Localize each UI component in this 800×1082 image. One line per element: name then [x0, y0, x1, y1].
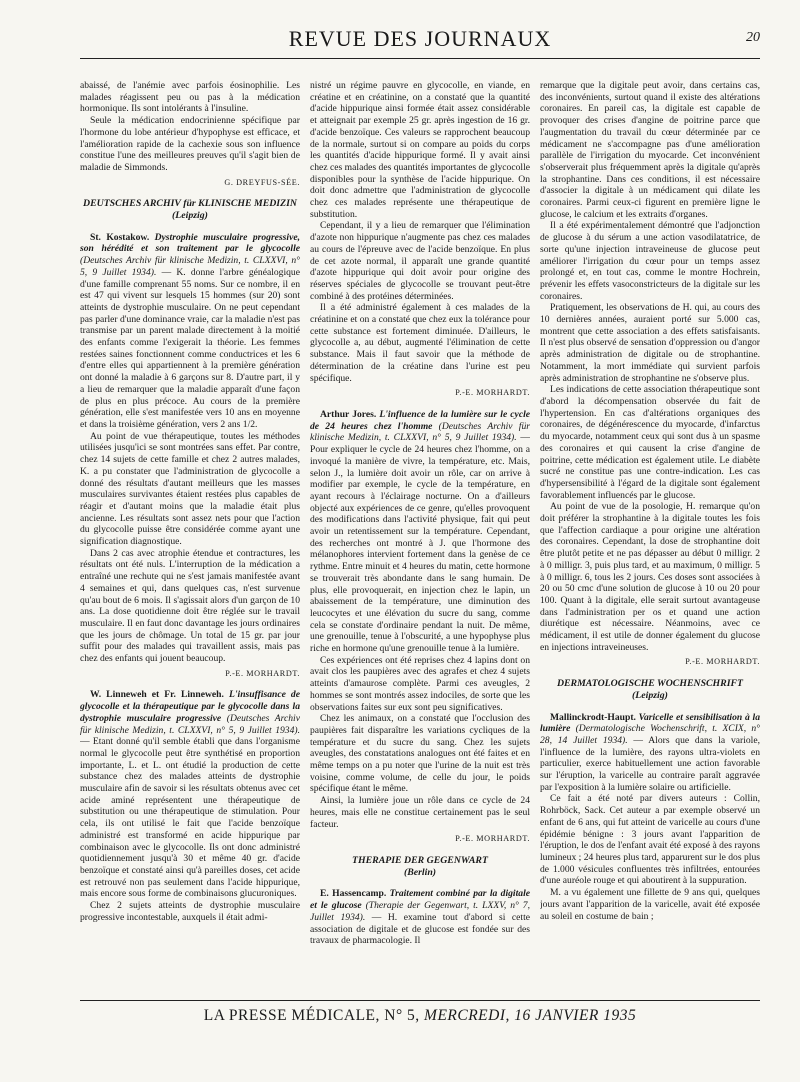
article-body: — Alors que dans la variole, l'influence de la lumière, des rayons ultra-violets en particulier, exerce habituellement une action favorable sur l'éruption, la varicelle au contraire paraît aggravée par l'exposition à la lumière solaire ou artificielle.: [540, 734, 760, 793]
paragraph: Chez les animaux, on a constaté que l'occlusion des paupières fait disparaître les variations cycliques de la température et du sucre du sang. Chez les sujets aveugles, des constatations analogues ont été faites et en même temps on a pu noter que l'urine de la nuit est très voisine, comme volume, de celle du jour, le poids spécifique étant le même.: [310, 713, 530, 795]
article: [310, 409, 530, 845]
footer-journal: LA PRESSE MÉDICALE,: [203, 1007, 380, 1024]
article-reference: (Dermatologische Wochenschrift, t. XCIX, n° 28, 14 Juillet 1934).: [540, 723, 760, 746]
paragraph: nistré un régime pauvre en glycocolle, en viande, en créatine et en créatinine, on a constaté que la quantité d'acide hippurique ainsi formée était assez considérable et atteignait par exemple 25 gr. après ingestion de 16 gr. d'acide benzoïque. Ces valeurs se rapprochent beaucoup de la normale, surtout si on compare au poids du corps les quantités d'acide hippurique formé. Il y avait ainsi chez ces malades des quantités importantes de glycocolle disponibles pour la synthèse de l'acide hippurique. On doit donc admettre que l'administration de glycocolle chez ces malades représente une thérapeutique de substitution.: [310, 80, 530, 220]
article-title: Traitement combiné par la digitale et le glucose: [310, 888, 530, 912]
paragraph: Il a été administré également à ces malades de la créatinine et on a constaté que chez eux la tolérance pour cette substance est fortement diminuée. D'ailleurs, le glycocolle a, au début, augmenté l'élimination de cette substance. Mais il faut savoir que la méthode de détermination de la créatine dans l'urine est peu spécifique.: [310, 302, 530, 384]
article-reference: (Deutsches Archiv für klinische Medizin, t. CLXXVI, n° 5, 9 Juillet 1934).: [80, 255, 300, 278]
section-journal-name: DERMATOLOGISCHE WOCHENSCHRIFT: [556, 678, 744, 690]
article: [80, 689, 300, 923]
column-1: [80, 80, 300, 988]
columns: [80, 80, 760, 988]
article-reference: (Deutsches Archiv für klinische Medizin, t. CLXXVI, n° 5, 9 Juillet 1934).: [80, 712, 300, 736]
paragraph: Il a été expérimentalement démontré que l'adjonction de glucose à du sérum a une action vasodilatatrice, de sorte qu'une injection intraveineuse de glucose peut améliorer l'irrigation du cœur pour un temps assez prolongé et, en tout cas, comme le montre Hochrein, prévenir les effets vasoconstricteurs de la digitale sur les coronaires.: [540, 220, 760, 302]
paragraph: Chez 2 sujets atteints de dystrophie musculaire progressive incontestable, auxquels il était admi-: [80, 900, 300, 923]
article-reference: (Therapie der Gegenwart, t. LXXV, n° 7, Juillet 1934).: [310, 900, 530, 923]
article-body: — K. donne l'arbre généalogique d'une famille comprenant 55 noms. Sur ce nombre, il en est 47 qui vivent sur lesquels 15 hommes (sur 20) sont atteints de dystrophie musculaire. On ne peut cependant pas parler d'une dominance vraie, car la maladie n'est pas transmise par un parent malade directement à la moitié des enfants comme l'exigerait la théorie. Les femmes restées saines fonctionnent comme conductrices et les 6 d'entre elles qui appartiennent à la première génération ont donné la maladie à 6 garçons sur 8. D'autre part, il y a lieu de remarquer que la maladie apparaît d'une façon de plus en plus précoce. Au cours de la première génération, elle s'est manifestée vers 10 ans en moyenne et dans la troisième génération, vers 2 ans 1/2.: [80, 266, 300, 430]
paragraph: abaissé, de l'anémie avec parfois éosinophilie. Les malades réagissent peu ou pas à la médication hormonique. Ils sont intolérants à l'insuline.: [80, 80, 300, 115]
page-number: 20: [746, 30, 760, 45]
paragraph: Ainsi, la lumière joue un rôle dans ce cycle de 24 heures, mais elle ne constitue certainement pas le seul facteur.: [310, 795, 530, 830]
article-author: W. Linneweh et Fr. Linneweh.: [90, 689, 224, 701]
article: [310, 888, 530, 947]
paragraph: remarque que la digitale peut avoir, dans certains cas, des inconvénients, surtout quand il existe des altérations coronaires. En pareil cas, la digitale est capable de provoquer des crises d'angine de poitrine parce que l'augmentation du travail du cœur déterminée par ce médicament ne s'accompagne pas d'une amélioration parallèle de l'irrigation du myocarde. Cet inconvénient s'observerait plus fréquemment après la digitale qu'après la strophantine. Dans ces conditions, il est nécessaire d'associer la digitale à un médicament qui dilate les coronaires. Parmi ceux-ci figurent en première ligne le glucose, le calcium et les extraits d'organes.: [540, 80, 760, 220]
section-city: (Berlin): [403, 866, 437, 878]
footer-date: MERCREDI, 16 JANVIER 1935: [424, 1007, 637, 1024]
section-journal-name: THERAPIE DER GEGENWART: [352, 855, 488, 866]
journal-section-heading: [310, 855, 530, 878]
paragraph: Les indications de cette association thérapeutique sont d'abord la décompensation observée du fait de l'hypertension. En cas d'altérations organiques des coronaires, de dégénérescence du myocarde, d'infarctus du myocarde, notamment ceux qui sont dus à un spasme des coronaires et qui causent la crise d'angine de poitrine, cette médication est également utile. Le diabète sucré ne constitue pas une contre-indication. Les cas d'hypersensibilité à l'égard de la digitale sont également favorablement influencés par le glucose.: [540, 384, 760, 501]
section-city: (Leipzig): [632, 689, 668, 701]
article: [80, 232, 300, 680]
signature: P.-E. MORHARDT.: [225, 668, 300, 678]
paragraph: Cependant, il y a lieu de remarquer que l'élimination d'azote non hippurique n'augmente pas chez ces malades au cours de l'épreuve avec de l'acide benzoïque. En plus de cet azote normal, il apparaît une grande quantité d'azote hippurique qui doit avoir pour origine des réserves spéciales de glycocolle se trouvant peut-être combiné à des protéines déterminées.: [310, 220, 530, 302]
signature: G. DREYFUS-SÉE.: [224, 177, 300, 187]
article-title: L'influence de la lumière sur le cycle de 24 heures chez l'homme: [310, 408, 530, 432]
journal-section-heading: [540, 678, 760, 701]
article-body: — H. examine tout d'abord si cette association de digitale et de glucose est fondée sur des travaux de pharmacologie. Il: [310, 911, 530, 947]
section-journal-name: DEUTSCHES ARCHIV für KLINISCHE MEDIZIN: [83, 198, 297, 210]
paragraph: Dans 2 cas avec atrophie étendue et contractures, les résultats ont été nuls. L'interruption de la médication a entraîné une rechute qui ne s'est jamais manifestée avant 4 semaines et qui, dans quelques cas, n'est survenue qu'au bout de 6 mois. Il s'agissait alors d'un garçon de 10 ans. La dose quotidienne doit être réglée sur le travail musculaire. Il en faut donc davantage les jours ordinaires que les jours de chômage. Un total de 15 gr. par jour suffit pour des malades qui travaillent assis, mais pas chez des enfants qui jouent beaucoup.: [80, 547, 300, 665]
article-title: Varicelle et sensibilisation à la lumière: [540, 711, 760, 735]
paragraph: Au point de vue de la posologie, H. remarque qu'on doit préférer la strophantine à la digitale toutes les fois que l'affection cardiaque a pour origine une altération des coronaires. Cependant, la dose de strophantine doit être plutôt petite et ne pas dépasser au début 0 milligr. 2 à 0 milligr. 3, puis plus tard, et au maximum, 0 milligr. 5 à 0 milligr. 6, tous les 2 jours. Ces doses sont associées à 20 ou 50 cmc d'une solution de glucose à 10 ou 20 pour 100. Quant à la digitale, elle serait surtout avantageuse dans l'administration per os et quand une action diurétique est nécessaire. Néanmoins, avec ce médicament, il est utile de donner également du glucose en injections intraveineuses.: [540, 501, 760, 653]
article-title: Dystrophie musculaire progressive, son hérédité et son traitement par le glycocolle: [80, 231, 300, 255]
journal-section-heading: [80, 198, 300, 221]
footer-issue-number: N° 5,: [384, 1007, 420, 1024]
article-reference: (Deutsches Archiv für klinische Medizin, t. CLXXVI, n° 5, 9 Juillet 1934).: [310, 420, 530, 444]
column-3: [540, 80, 760, 988]
paragraph: Seule la médication endocrinienne spécifique par l'hormone du lobe antérieur d'hypophyse est efficace, et l'amélioration rapide de la cachexie sous son influence constitue l'une des meilleures preuves qu'il s'agit bien de maladie de Simmonds.: [80, 115, 300, 173]
signature: P.-E. MORHARDT.: [685, 657, 760, 667]
article-body: — Pour expliquer le cycle de 24 heures chez l'homme, on a invoqué la manière de vivre, la température, etc. Mais, selon J., la lumière doit avoir un rôle, car on arrive à modifier par exemple, le cycle de la température, en ayant recours à l'éclairage nocturne. On a d'ailleurs objecté aux expériences de ce genre, qu'elles provoquent des modifications dans l'activité physique, fait qui peut avoir un retentissement sur la température. Cependant, des recherches ont montré à J. que l'hormone des mélanophores intervient fortement dans la genèse de ce rythme. Entre minuit et 4 heures du matin, cette hormone se trouverait très abondante dans le sang humain. De plus, elle provoquerait, en injection chez le lapin, un abaissement de la température, une diminution des leucocytes et une élévation du sucre du sang, comme cela se constate d'ordinaire pendant la nuit. De même, une grenouille, tenue à l'obscurité, a une hypophyse plus riche en hormone qu'une grenouille tenue à la lumière.: [310, 432, 530, 655]
signature: P.-E. MORHARDT.: [455, 388, 530, 398]
article-author: Mallinckrodt-Haupt.: [550, 711, 636, 723]
paragraph: Pratiquement, les observations de H. qui, au cours des 10 dernières années, auraient porté sur 5.000 cas, montrent que cette association a des effets satisfaisants. Il n'est plus observé de sensation d'oppression ou d'angor après administration de digitale ou de strophantine. Notamment, la mort immédiate qui survient parfois après administration de strophantine ne s'observe plus.: [540, 302, 760, 384]
article-author: St. Kostakow.: [90, 231, 150, 243]
article-title: L'insuffisance de glycocolle et la thérapeutique par le glycocolle dans la dystrophie musculaire progressive: [80, 689, 300, 724]
article-author: E. Hassencamp.: [320, 888, 387, 900]
paragraph: Au point de vue thérapeutique, toutes les méthodes utilisées jusqu'ici se sont montrées sans effet. Par contre, chez 14 sujets de cette famille et chez 2 autres malades, K. a pu constater que l'administration de glycocolle a donné des résultats d'autant meilleurs que les masses musculaires survivantes étaient restées plus capables de réagir et d'autant moins que la maladie était plus ancienne. Les résultats sont assez nets pour que l'action du glycocolle puisse être considérée comme ayant une signification diagnostique.: [80, 430, 300, 548]
masthead: [80, 24, 760, 59]
section-city: (Leipzig): [172, 210, 208, 222]
paragraph: Ce fait a été noté par divers auteurs : Collin, Rohrböck, Sack. Cet auteur a par exemple observé un enfant de 6 ans, qui fut atteint de varicelle au cours d'une épidémie bénigne : 3 jours avant l'apparition de l'éruption, le dos de l'enfant avait été exposé à des rayons lumineux ; 24 heures plus tard, apparurent sur le dos plus de 1.000 vésicules confluentes très infiltrées, entourées d'une auréole rouge et qui aboutirent à la suppuration.: [540, 793, 760, 887]
page-title: REVUE DES JOURNAUX: [288, 26, 552, 51]
paragraph: Ces expériences ont été reprises chez 4 lapins dont on avait clos les paupières avec des agrafes et chez 4 sujets atteints d'amaurose complète. Parmi ces aveugles, 2 hommes se sont montrés assez indociles, de sorte que les observations faites sur eux sont peu significatives.: [310, 654, 530, 713]
article-author: Arthur Jores.: [320, 408, 377, 420]
article-body: — Etant donné qu'il semble établi que dans l'organisme normal le glycocolle peut être synthétisé en proportion importante, L. et L. ont étudié la production de cette substance chez des malades atteints de dystrophie musculaire afin de savoir si les résultats obtenus avec cet acide aminé représentent une thérapeutique de substitution ou une thérapeutique de stimulation. Pour cela, ils ont utilisé le fait que l'acide benzoïque administré est transformé en acide hippurique par combinaison avec le glycocolle. Ils ont donc administré quotidiennement jusqu'à 30 et même 40 gr. d'acide benzoïque et constaté ainsi qu'à pareilles doses, cet acide est retrouvé non pas seulement dans l'acide hippurique, mais encore sous forme de combinaisons glucuroniques.: [80, 736, 300, 900]
article: [540, 712, 760, 923]
column-2: [310, 80, 530, 988]
paragraph: M. a vu également une fillette de 9 ans qui, quelques jours avant l'apparition de la varicelle, avait été exposée au soleil en costume de bain ;: [540, 887, 760, 922]
page-footer: [80, 1000, 760, 1031]
signature: P.-E. MORHARDT.: [455, 834, 530, 844]
